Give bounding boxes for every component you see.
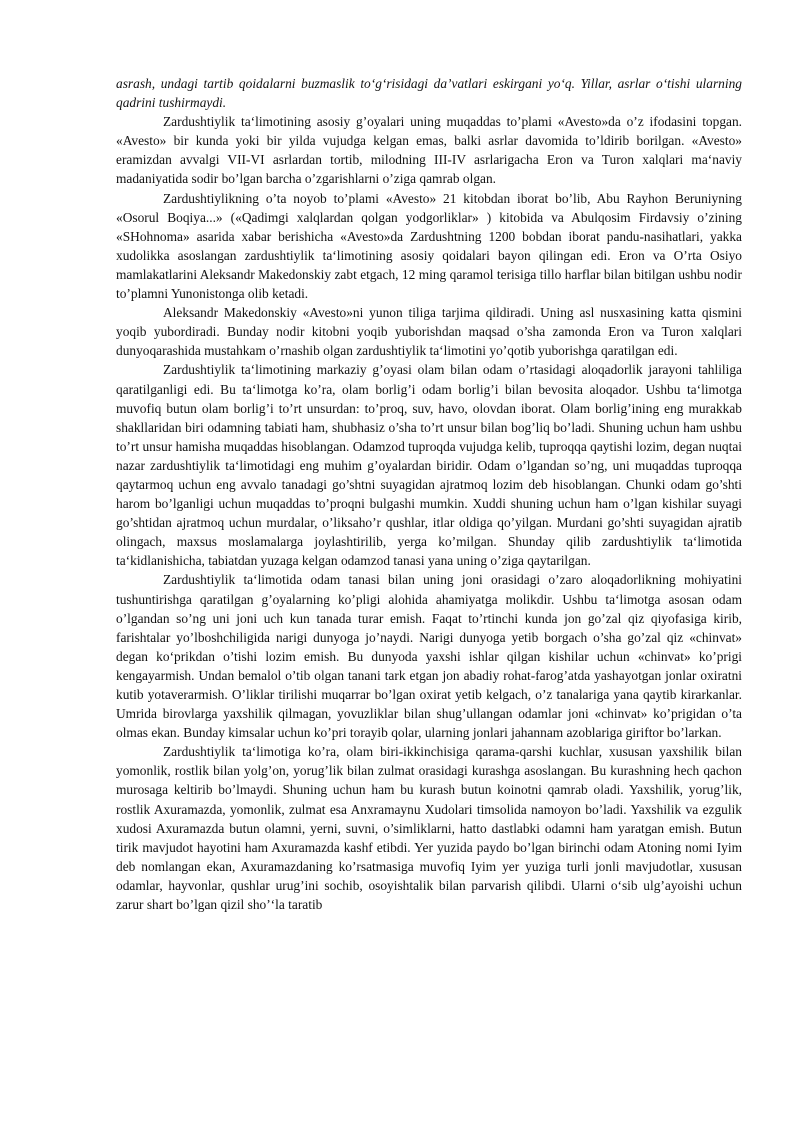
paragraph-central-idea: Zardushtiylik ta‘limotining markaziy g’oyasi olam bilan odam o’rtasidagi aloqadorlik jarayoni tahliliga qaratilganligi edi. Bu ta‘limotga ko’ra, olam borlig’i odam borlig’i bilan bevosita aloqador. Ushbu ta‘limotga muvofiq butun olam borlig’i to’rt unsurdan: to’proq, suv, havo, olovdan iborat. Olam borlig’ining eng murakkab shakllaridan biri odamning tabiati ham, shubhasiz o’sha to’rt unsur bilan bog’liq bo’ladi. Shuning uchun ham ushbu to’rt unsur hamisha muqaddas hisoblangan. Odamzod tuproqda vujudga kelib, tuproqqa qaytishi lozim, degan nuqtai nazar zardushtiylik ta‘limotidagi eng muhim g’oyalardan biridir. Odam o’lgandan so’ng, uni muqaddas tuproqqa qaytarmoq uchun eng avvalo tanadagi go’shtni suyagidan ajratmoq lozim deb hisoblangan. Chunki odam go’shti harom bo’lganligi uchun muqaddas to’proqni bulgashi mumkin. Xuddi shuning uchun ham o’lgan kishilar suyagi go’shtidan ajratmoq uchun murdalar, o’liksaho’r qushlar, itlar oldiga qo’yilgan. Murdani go’shti suyagidan ajratib olingach, maxsus moslamalarga joylashtirilib, yerga ko’milgan. Shunday qilib zardushtiylik ta‘limotida ta‘kidlanishicha, tabiatdan yuzaga kelgan odamzod tanasi yana uning o’ziga qaytarilgan. xyxy=(116,362,742,569)
paragraph-avesto-expression: Zardushtiylik ta‘limotining asosiy g’oyalari uning muqaddas to’plami «Avesto»da o’z ifodasini topgan. «Avesto» bir kunda yoki bir yilda vujudga kelgan emas, balki asrlar davomida to’ldirib borilgan. «Avesto» eramizdan avvalgi VII-VI asrlardan tortib, milodning III-IV asrlarigacha Eron va Turon xalqlari ma‘naviy madaniyatida sodir bo’lgan barcha o’zgarishlarni o’ziga qamrab olgan. xyxy=(116,114,742,187)
paragraph-good-and-evil: Zardushtiylik ta‘limotiga ko’ra, olam biri-ikkinchisiga qarama-qarshi kuchlar, xususan yaxshilik bilan yomonlik, rostlik bilan yolg’on, yorug’lik bilan zulmat orasidagi kurashga asoslangan. Bu kurashning hech qachon murosaga keltirib bo’lmaydi. Shuning uchun ham bu kurash butun koinotni qamrab oladi. Yaxshilik, yorug’lik, rostlik Axuramazda, yomonlik, zulmat esa Anxramaynu Xudolari timsolida namoyon bo’ladi. Yaxshilik va ezgulik xudosi Axuramazda butun olamni, yerni, suvni, o’simliklarni, hatto dastlabki odamni ham yaratgan emish. Butun tirik mavjudot hayotini ham Axuramazda kashf etibdi. Yer yuzida paydo bo’lgan birinchi odam Atoning nomi Iyim deb nomlangan ekan, Axuramazdaning ko’rsatmasiga muvofiq Iyim yer yuziga turli jonli mavjudotlar, xususan odamlar, hayvonlar, qushlar urug’ini sochib, osoyishtalik bilan parvarish qilibdi. Ularni o‘sib ulg’ayoishi uchun zarur shart bo’lgan qizil sho’‘la taratib xyxy=(116,744,742,913)
paragraph-intro: asrash, undagi tartib qoidalarni buzmaslik to‘g‘risidagi da’vatlari eskirgani yo‘q. Yillar, asrlar o‘tishi ularning qadrini tushirmaydi. xyxy=(116,76,742,111)
paragraph-makedonskiy-translation: Aleksandr Makedonskiy «Avesto»ni yunon tiliga tarjima qildiradi. Uning asl nusxasining katta qismini yoqib yubordiradi. Bunday nodir kitobni yoqib yuborishdan maqsad o’sha zamonda Eron va Turon xalqlari dunyoqarashida mustahkam o’rnashib olgan zardushtiylik ta‘limotini yo’qotib yuborishga qaratilgan edi. xyxy=(116,305,742,359)
document-page xyxy=(116,74,742,914)
paragraph-body-and-soul: Zardushtiylik ta‘limotida odam tanasi bilan uning joni orasidagi o’zaro aloqadorlikning mohiyatini tushuntirishga qaratilgan g’oyalarning ko’pligi alohida ahamiyatga molikdir. Ushbu ta‘limotga asosan odam o’lgandan so’ng uni joni uch kun tanada turar emish. Faqat to’rtinchi kunda jon go’zal qiz qiyofasiga kirib, farishtalar yo’lboshchiligida narigi dunyoga jo’naydi. Narigi dunyoga yetib borgach o’sha go’zal qiz «chinvat» degan ko‘prikdan o’tishi lozim emish. Bu dunyoda yaxshi ishlar qilgan kishilar uchun «chinvat» ko’prigi kengayarmish. Undan bemalol o’tib olgan tanani tark etgan jon abadiy rohat-farog’atda yashayotgan jonlar oxiratni kutib yotaverarmish. O’liklar tirilishi muqarrar bo’lgan oxirat yetib kelgach, o’z tanalariga yana qaytib kirarkanlar. Umrida birovlarga yaxshilik qilmagan, yovuzliklar bilan shug’ullangan odamlar joni «chinvat» ko’prigidan o’ta olmas ekan. Bunday kimsalar uchun ko’pri torayib qolar, ularning jonlari jahannam azoblariga giriftor bo’larkan. xyxy=(116,572,742,741)
paragraph-avesto-books: Zardushtiylikning o’ta noyob to’plami «Avesto» 21 kitobdan iborat bo’lib, Abu Rayhon Beruniyning «Osorul Boqiya...» («Qadimgi xalqlardan qolgan yodgorliklar» ) kitobida va Abulqosim Firdavsiy o’zining «SHohnoma» asarida xabar berishicha «Avesto»da Zardushtning 1200 bobdan iborat pandu-nasihatlari, yakka xudolikka asoslangan zardushtiylik ta‘limotining asosiy qoidalari bayon qilingan edi. Eron va O’rta Osiyo mamlakatlarini Aleksandr Makedonskiy zabt etgach, 12 ming qaramol terisiga tillo harflar bilan bitilgan ushbu nodir to’plamni Yunonistonga olib ketadi. xyxy=(116,190,742,302)
